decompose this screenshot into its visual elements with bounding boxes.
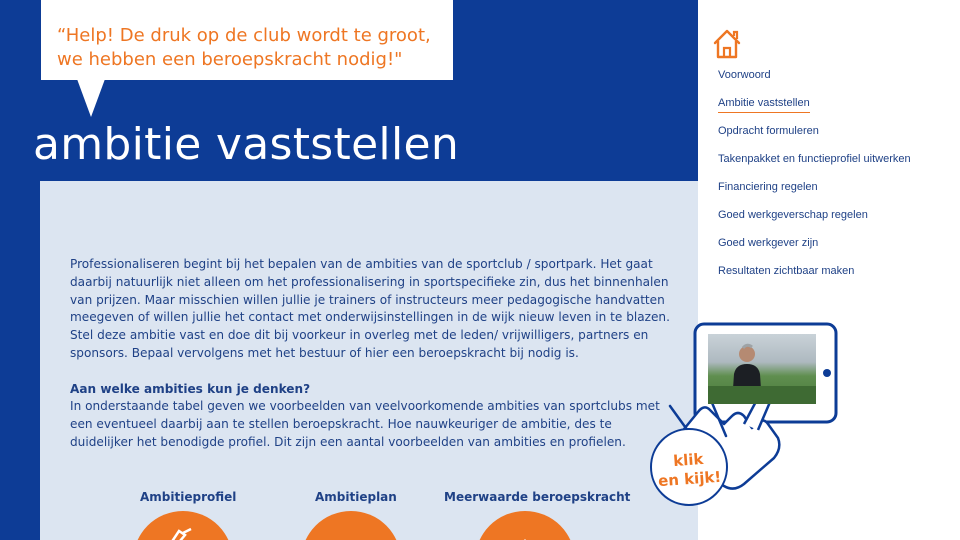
nav-list [718,68,911,292]
video-thumbnail[interactable] [708,334,816,404]
ambitieplan-circle[interactable] [301,511,401,540]
quote-bubble [41,0,453,80]
nav-item-financiering-regelen[interactable] [718,180,911,208]
quote-text: “Help! De druk op de club wordt te groot, we hebben een beroepskracht nodig!" [57,25,431,70]
nav-item-label: Opdracht formuleren [718,125,819,137]
content-card [40,181,698,540]
nav-item-label: Ambitie vaststellen [718,96,810,113]
nav-item-label: Voorwoord [718,69,771,81]
question-heading: Aan welke ambities kun je denken? [70,381,311,396]
nav-item-opdracht-formuleren[interactable] [718,124,911,152]
nav-item-voorwoord[interactable] [718,68,911,96]
column-heading-meerwaarde: Meerwaarde beroepskracht [444,490,631,504]
body-text [70,256,670,470]
klik-en-kijk-badge[interactable] [650,428,728,506]
intro-paragraph: Professionaliseren begint bij het bepalen van de ambities van de sportclub / sportpark. Het gaat daarbij natuurlijk niet alleen om het professionalisering in sportspecifieke zin, dus het binnenhalen van prijzen. Maar misschien willen jullie je trainers of instructeurs meer pedagogische handvatten meegeven of willen jullie het contact met onderwijsinstellingen in de wijk nieuw leven in te blazen. Stel deze ambitie vast en doe dit bij voorkeur in overleg met de leden/ vrijwilligers, partners en sponsors. Bepaal vervolgens met het bestuur of hier een beroepskracht bij nodig is. [70,257,670,360]
nav-item-label: Resultaten zichtbaar maken [718,265,855,277]
quote-bubble-tail [77,79,105,117]
question-paragraph: In onderstaande tabel geven we voorbeelden van veelvoorkomende ambities van sportclubs met een eventueel daarbij aan te stellen beroepskracht. Hoe nauwkeuriger de ambitie, des te duidelijker het benodigde profiel. Dit zijn een aantal voorbeelden van ambities en profielen. [70,399,660,449]
target-icon [301,521,401,540]
nav-item-label: Takenpakket en functieprofiel uitwerken [718,153,911,165]
nav-item-label: Financiering regelen [718,181,818,193]
nav-item-goed-werkgeverschap-regelen[interactable] [718,208,911,236]
klik-en-kijk-text: klik en kijk! [657,449,722,491]
grass-field [708,386,816,404]
meerwaarde-circle[interactable] [475,511,575,540]
page-title: ambitie vaststellen [33,119,460,170]
home-icon[interactable] [712,28,742,60]
column-heading-ambitieprofiel: Ambitieprofiel [140,490,237,504]
nav-item-takenpakket-en-functieprofiel-uitwerken[interactable] [718,152,911,180]
video-widget[interactable] [640,318,850,540]
clipboard-icon [133,521,233,540]
nav-item-resultaten-zichtbaar-maken[interactable] [718,264,911,292]
nav-item-goed-werkgever-zijn[interactable] [718,236,911,264]
people-icon [475,521,575,540]
nav-item-label: Goed werkgeverschap regelen [718,209,868,221]
nav-item-label: Goed werkgever zijn [718,237,819,249]
ambitieprofiel-circle[interactable] [133,511,233,540]
column-heading-ambitieplan: Ambitieplan [315,490,397,504]
nav-item-ambitie-vaststellen[interactable] [718,96,911,124]
